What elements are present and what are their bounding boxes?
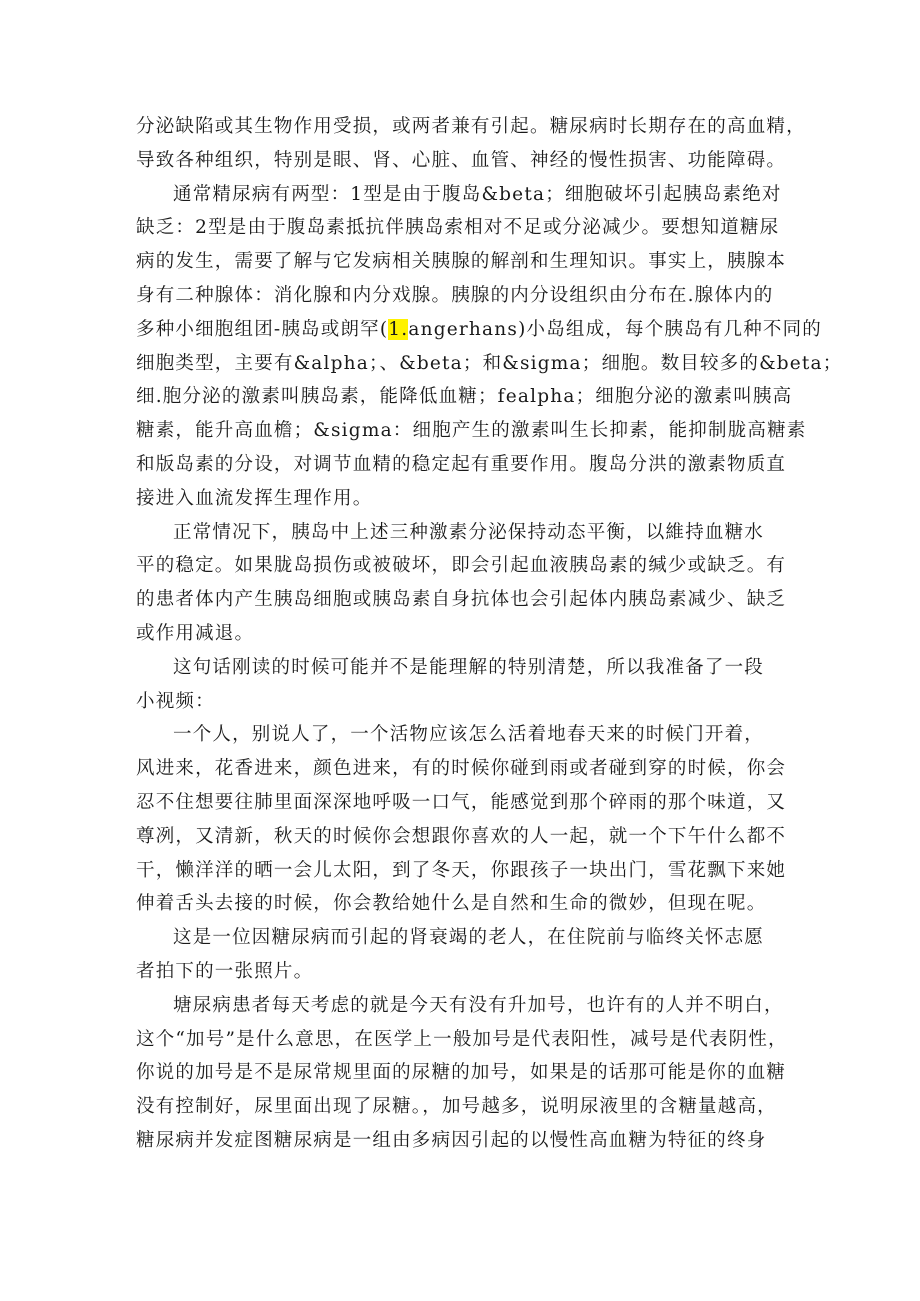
text-line: 没有控制好，尿里面出现了尿糖。，加号越多，说明尿液里的含糖量越高， [136, 1096, 777, 1118]
text-line: 病的发生，需要了解与它发病相关胰腺的解剖和生理知识。事实上，胰腺本 [136, 251, 787, 273]
text-line: 这句话刚读的时候可能并不是能理解的特别清楚，所以我准备了一段 [173, 656, 765, 678]
text-line: 细胞类型，主要有&alpha；、&beta；和&sigma；细胞。数目较多的&beta； [136, 352, 843, 374]
text-segment: angerhans)小岛组成，每个胰岛有几种不同的 [408, 318, 822, 340]
text-line: 分泌缺陷或其生物作用受损，或两者兼有引起。糖尿病时长期存在的高血精， [136, 116, 806, 137]
paragraph-4 [136, 651, 796, 719]
text-line: 正常情况下，胰岛中上述三种激素分泌保持动态平衡，以維持血糖水 [173, 521, 765, 543]
text-line: 干，懒洋洋的晒一会儿太阳，到了冬天，你跟孩子一块出门，雪花飘下来她 [136, 859, 787, 881]
text-line: 导致各种组织，特别是眼、肾、心脏、血管、神经的慢性损害、功能障碍。 [136, 149, 787, 171]
text-line: 通常精尿病有两型：1型是由于腹岛&beta；细胞破坏引起胰岛素绝对 [173, 183, 782, 205]
text-line: 塘尿病患者每天考虑的就是今天有没有升加号，也许有的人并不明白， [173, 994, 784, 1016]
paragraph-6 [136, 921, 796, 989]
text-line: 糖尿病并发症图糖尿病是一组由多病因引起的以慢性高血糖为特征的终身 [136, 1129, 767, 1151]
text-line: 你说的加号是不是尿常规里面的尿糖的加号，如果是的话那可能是你的血糖 [136, 1062, 787, 1084]
text-line: 接进入血流发挥生理作用。 [136, 487, 373, 509]
paragraph-5 [136, 718, 796, 921]
text-line: 糖素，能升高血檐；&sigma：细胞产生的激素叫生长抑素，能抑制胧高糖素 [136, 420, 807, 442]
text-line: 身有二种腺体：消化腺和内分戏腺。胰腺的内分设组织由分布在.腺体内的 [136, 284, 774, 306]
text-line: 和版岛素的分设，对调节血精的稳定起有重要作用。腹岛分洪的激素物质直 [136, 453, 787, 475]
text-line: 一个人，别说人了，一个活物应该怎么活着地春天来的时候门开着， [173, 724, 765, 746]
text-line: 这个“加号”是什么意思，在医学上一般加号是代表阳性，减号是代表阴性， [136, 1028, 788, 1050]
text-line: 者拍下的一张照片。 [136, 960, 314, 982]
text-line: 或作用减退。 [136, 622, 255, 644]
text-line: 伸着舌头去接的时候，你会教给她什么是自然和生命的微妙，但现在呢。 [136, 893, 767, 915]
text-line-highlighted [136, 313, 822, 347]
text-line: 细.胞分泌的激素叫胰岛素，能降低血糖；fealpha；细胞分泌的激素叫胰高 [136, 386, 793, 408]
text-line: 的患者体内产生胰岛细胞或胰岛素自身抗体也会引起体内胰岛素减少、缺乏 [136, 589, 787, 611]
highlighted-text: 1. [388, 318, 409, 340]
paragraph-1 [136, 110, 806, 178]
document-body [136, 110, 843, 1158]
text-line: 缺乏：2型是由于腹岛素抵抗伴胰岛索相对不足或分泌减少。要想知道糖尿 [136, 217, 780, 239]
paragraph-7 [136, 989, 796, 1158]
text-line: 平的稳定。如果胧岛损伤或被破坏，即会引起血液胰岛素的缄少或缺乏。有 [136, 555, 787, 577]
text-line: 风进来，花香进来，颜色进来，有的时候你碰到雨或者碰到穿的时候，你会 [136, 758, 787, 780]
paragraph-2 [136, 178, 843, 516]
text-line: 这是一位因糖尿病而引起的肾衰竭的老人，在住院前与临终关怀志愿 [173, 927, 765, 949]
paragraph-3 [136, 516, 796, 651]
text-line: 小视频： [136, 690, 215, 712]
text-segment: 多种小细胞组团-胰岛或朗罕( [136, 318, 389, 340]
text-line: 尊冽，又清新，秋天的时候你会想跟你喜欢的人一起，就一个下午什么都不 [136, 825, 787, 847]
text-line: 忍不住想要往肺里面深深地呼吸一口气，能感觉到那个碎雨的那个味道，又 [136, 791, 787, 813]
